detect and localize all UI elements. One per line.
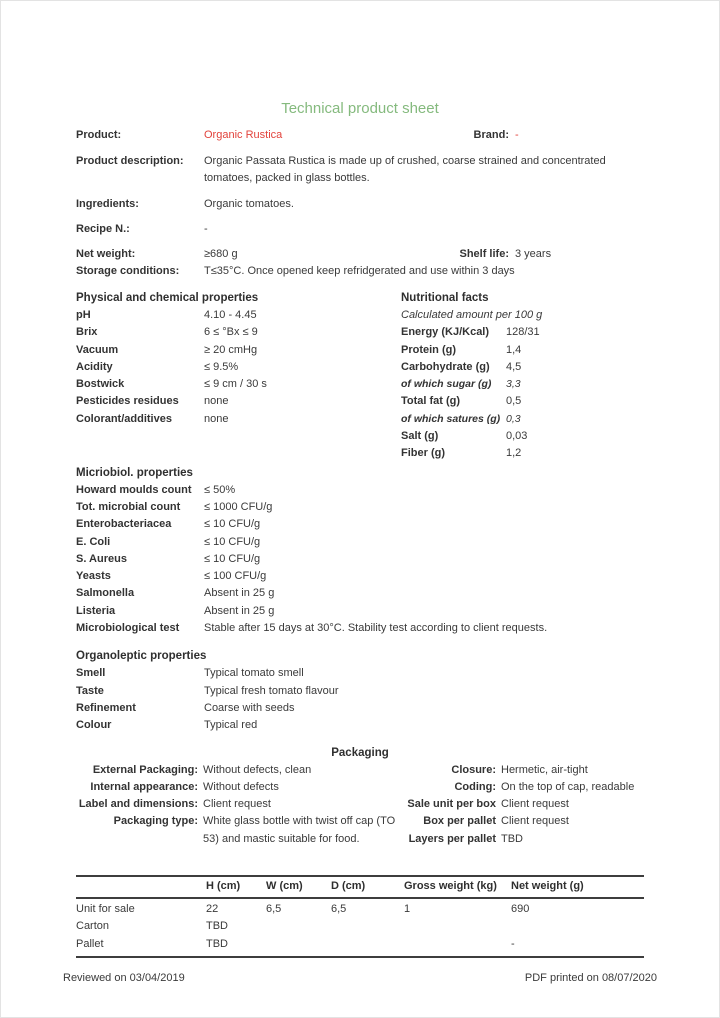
table-row [76, 918, 644, 935]
property-row [76, 376, 401, 393]
microbiology-value: Stable after 15 days at 30°C. Stability test according to client requests. [204, 622, 548, 635]
property-label: Vacuum [76, 343, 119, 356]
property-row [76, 342, 401, 359]
microbiology-row [76, 585, 644, 602]
property-value: 6 ≤ °Bx ≤ 9 [204, 326, 258, 339]
table-cell: Unit for sale [76, 903, 135, 916]
nutrient-value: 4,5 [506, 360, 522, 373]
packaging-right-rows [401, 762, 644, 848]
microbiology-value: Absent in 25 g [204, 604, 275, 617]
brand-label: Brand: [473, 129, 509, 141]
packaging-row [401, 831, 644, 848]
dimensions-table [76, 875, 644, 958]
packaging-value: Client request [203, 798, 271, 811]
table-cell [331, 936, 404, 953]
ingredients-row [76, 196, 644, 213]
packaging-row [401, 779, 644, 796]
recipe-label: Recipe N.: [76, 223, 130, 235]
physical-rows [76, 307, 401, 428]
packaging-value: Without defects [203, 780, 279, 793]
table-row [76, 936, 644, 953]
nutrient-value: 3,3 [506, 378, 521, 391]
packaging-left-rows [76, 762, 401, 848]
property-row [76, 411, 401, 428]
microbiology-row [76, 603, 644, 620]
brand-value: - [515, 129, 519, 141]
nutrition-heading: Nutritional facts [401, 292, 489, 304]
packaging-heading: Packaging [331, 746, 389, 759]
nutrient-value: 128/31 [506, 326, 540, 339]
packaging-row [401, 762, 644, 779]
table-cell: 22 [206, 903, 219, 916]
table-cell: TBD [206, 937, 228, 950]
recipe-row [76, 221, 644, 238]
microbiology-row [76, 516, 644, 533]
microbiology-row [76, 568, 644, 585]
microbiology-row [76, 534, 644, 551]
packaging-label: External Packaging: [92, 763, 198, 776]
microbiology-value: ≤ 10 CFU/g [204, 518, 261, 531]
organoleptic-heading: Organoleptic properties [76, 650, 207, 663]
table-header-row [76, 877, 644, 899]
microbiology-label: E. Coli [76, 535, 111, 548]
property-label: pH [76, 309, 91, 321]
packaging-label: Box per pallet [423, 815, 496, 828]
property-label: Bostwick [76, 378, 125, 391]
microbiology-label: Enterobacteriacea [76, 518, 172, 531]
property-row [76, 393, 401, 410]
properties-columns [76, 290, 644, 463]
nutrition-row [401, 428, 644, 445]
property-value: ≤ 9.5% [204, 360, 239, 373]
nutrition-row [401, 445, 644, 462]
description-value: Organic Passata Rustica is made up of crushed, coarse strained and concentrated tomatoes, packed in glass bottles. [204, 155, 606, 184]
nutrition-section [401, 290, 644, 463]
physical-heading: Physical and chemical properties [76, 292, 259, 304]
organoleptic-value: Typical fresh tomato flavour [204, 684, 339, 697]
organoleptic-row [76, 683, 644, 700]
packaging-value: Client request [501, 798, 569, 811]
packaging-row [76, 762, 401, 779]
nutrient-label: Total fat (g) [401, 395, 461, 408]
table-cell: 6,5 [331, 903, 347, 916]
table-cell: Carton [76, 920, 110, 933]
packaging-value: On the top of cap, readable [501, 780, 635, 793]
net-weight-row [76, 246, 644, 263]
property-value: ≤ 9 cm / 30 s [204, 378, 267, 391]
product-value: Organic Rustica [204, 129, 283, 141]
packaging-row [76, 796, 401, 813]
nutrient-label: Energy (KJ/Kcal) [401, 326, 490, 339]
physical-properties-section [76, 290, 401, 428]
table-cell [404, 918, 511, 935]
product-row [76, 127, 644, 144]
packaging-label: Internal appearance: [90, 780, 198, 793]
nutrition-row [401, 342, 644, 359]
table-cell: 6,5 [266, 903, 282, 916]
organoleptic-value: Typical red [204, 719, 258, 732]
packaging-label: Closure: [451, 763, 496, 776]
table-cell [266, 936, 331, 953]
reviewed-date: Reviewed on 03/04/2019 [63, 972, 185, 984]
microbiology-rows [76, 482, 644, 638]
ingredients-value: Organic tomatoes. [204, 198, 294, 210]
packaging-label: Sale unit per box [407, 798, 496, 811]
nutrition-rows [401, 324, 644, 462]
description-row [76, 153, 644, 187]
microbiology-label: Tot. microbial count [76, 500, 181, 513]
table-header-cell [76, 879, 206, 894]
page-title: Technical product sheet [281, 100, 439, 117]
property-label: Brix [76, 326, 98, 339]
property-row [76, 324, 401, 341]
nutrient-value: 1,4 [506, 343, 522, 356]
packaging-value: Hermetic, air-tight [501, 763, 588, 776]
microbiology-section [76, 465, 644, 638]
property-value: ≥ 20 cmHg [204, 343, 258, 356]
organoleptic-row [76, 665, 644, 682]
table-cell [511, 918, 644, 935]
nutrition-row [401, 376, 644, 393]
packaging-row [76, 779, 401, 796]
packaging-value: TBD [501, 832, 523, 845]
nutrient-value: 0,5 [506, 395, 522, 408]
nutrition-row [401, 359, 644, 376]
table-body [76, 899, 644, 956]
nutrition-subheading: Calculated amount per 100 g [401, 309, 543, 321]
packaging-label: Coding: [454, 780, 496, 793]
packaging-section [76, 745, 644, 848]
organoleptic-label: Colour [76, 719, 112, 732]
net-weight-label: Net weight: [76, 248, 136, 260]
nutrient-value: 0,3 [506, 412, 521, 425]
packaging-row [401, 813, 644, 830]
table-header-cell: Gross weight (kg) [404, 880, 497, 893]
organoleptic-label: Smell [76, 667, 106, 680]
table-cell: 1 [404, 903, 411, 916]
recipe-value: - [204, 223, 208, 235]
table-header-cell: D (cm) [331, 880, 366, 893]
storage-label: Storage conditions: [76, 265, 180, 277]
microbiology-value: ≤ 1000 CFU/g [204, 500, 273, 513]
packaging-label: Layers per pallet [408, 832, 496, 845]
table-cell [266, 918, 331, 935]
printed-date: PDF printed on 08/07/2020 [524, 972, 657, 984]
page-content [1, 1, 719, 958]
page-footer [1, 972, 719, 984]
property-row [76, 359, 401, 376]
nutrient-value: 1,2 [506, 447, 522, 460]
nutrient-label: Fiber (g) [401, 447, 445, 460]
table-cell: TBD [206, 920, 228, 933]
nutrient-label: of which satures (g) [401, 412, 501, 425]
microbiology-value: ≤ 100 CFU/g [204, 570, 267, 583]
microbiology-row [76, 482, 644, 499]
microbiology-label: Salmonella [76, 587, 135, 600]
packaging-row [401, 796, 644, 813]
nutrient-label: Protein (g) [401, 343, 456, 356]
product-label: Product: [76, 129, 122, 141]
organoleptic-value: Typical tomato smell [204, 667, 304, 680]
table-row [76, 901, 644, 918]
table-header-cell: W (cm) [266, 880, 303, 893]
organoleptic-row [76, 717, 644, 734]
property-value: none [204, 395, 229, 408]
table-cell [331, 918, 404, 935]
property-value: none [204, 412, 229, 425]
ingredients-label: Ingredients: [76, 198, 139, 210]
table-header-cell: H (cm) [206, 880, 241, 893]
microbiology-row [76, 551, 644, 568]
organoleptic-label: Refinement [76, 701, 136, 714]
organoleptic-row [76, 700, 644, 717]
property-label: Pesticides residues [76, 395, 179, 408]
nutrition-row [401, 393, 644, 410]
microbiology-label: Yeasts [76, 570, 111, 583]
net-weight-value: ≥680 g [204, 248, 238, 260]
table-cell: - [511, 937, 515, 950]
packaging-row [76, 813, 401, 848]
microbiology-heading: Micriobiol. properties [76, 466, 193, 479]
packaging-columns [76, 762, 644, 848]
nutrition-row [401, 324, 644, 341]
microbiology-label: Listeria [76, 604, 116, 617]
shelf-life-value: 3 years [515, 248, 552, 260]
nutrient-value: 0,03 [506, 430, 528, 443]
microbiology-label: Microbiological test [76, 622, 180, 635]
organoleptic-value: Coarse with seeds [204, 701, 295, 714]
shelf-life-label: Shelf life: [459, 248, 509, 260]
packaging-label: Packaging type: [113, 815, 198, 828]
microbiology-label: Howard moulds count [76, 483, 192, 496]
microbiology-value: ≤ 50% [204, 483, 236, 496]
storage-value: T≤35°C. Once opened keep refridgerated and use within 3 days [204, 265, 515, 277]
microbiology-label: S. Aureus [76, 552, 127, 565]
organoleptic-rows [76, 665, 644, 734]
table-cell: Pallet [76, 937, 104, 950]
property-value: 4.10 - 4.45 [204, 309, 257, 321]
table-header-cell: Net weight (g) [511, 880, 584, 893]
property-label: Acidity [76, 360, 113, 373]
nutrient-label: Carbohydrate (g) [401, 360, 490, 373]
table-cell [404, 936, 511, 953]
microbiology-value: ≤ 10 CFU/g [204, 552, 261, 565]
property-label: Colorant/additives [76, 412, 172, 425]
nutrition-row [401, 411, 644, 428]
organoleptic-label: Taste [76, 684, 104, 697]
microbiology-row [76, 620, 644, 637]
table-cell: 690 [511, 903, 530, 916]
microbiology-value: Absent in 25 g [204, 587, 275, 600]
nutrient-label: of which sugar (g) [401, 378, 492, 391]
microbiology-value: ≤ 10 CFU/g [204, 535, 261, 548]
organoleptic-section [76, 648, 644, 734]
microbiology-row [76, 499, 644, 516]
description-label: Product description: [76, 155, 184, 167]
packaging-value: White glass bottle with twist off cap (TO 53) and mastic suitable for food. [203, 815, 396, 845]
packaging-value: Without defects, clean [203, 763, 312, 776]
storage-row [76, 263, 644, 280]
property-row [76, 307, 401, 324]
nutrient-label: Salt (g) [401, 430, 439, 443]
packaging-value: Client request [501, 815, 569, 828]
packaging-label: Label and dimensions: [78, 798, 198, 811]
